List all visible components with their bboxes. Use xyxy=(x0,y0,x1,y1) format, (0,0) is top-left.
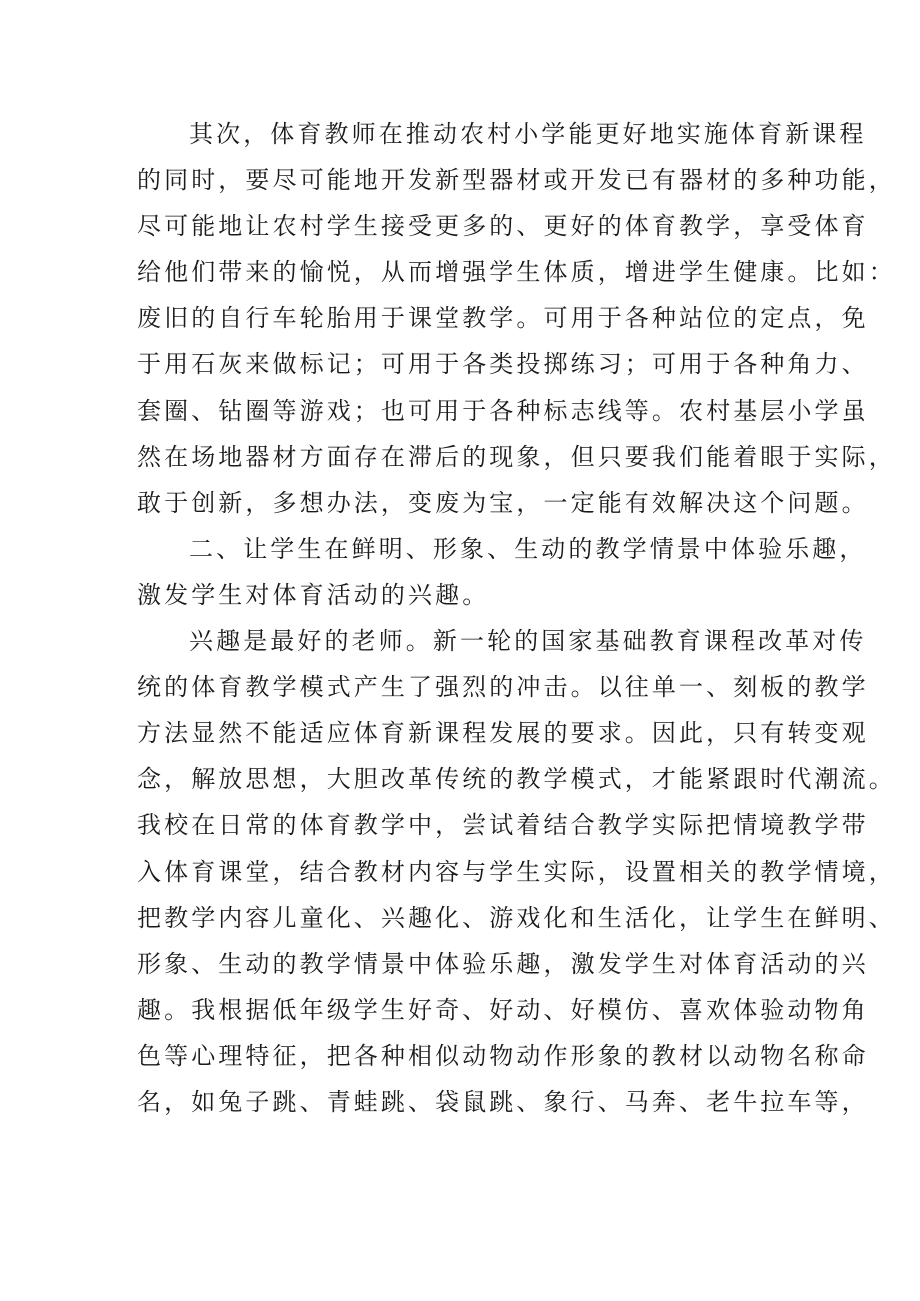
text-line: 把教学内容儿童化、兴趣化、游戏化和生活化，让学生在鲜明、 xyxy=(137,903,896,932)
text-line: 给他们带来的愉悦，从而增强学生体质，增进学生健康。比如： xyxy=(137,258,896,287)
text-line: 废旧的自行车轮胎用于课堂教学。可用于各种站位的定点，免 xyxy=(137,304,869,333)
document-body xyxy=(137,111,896,1125)
text-line: 于用石灰来做标记；可用于各类投掷练习；可用于各种角力、 xyxy=(137,350,869,379)
text-line: 敢于创新，多想办法，变废为宝，一定能有效解决这个问题。 xyxy=(137,488,869,517)
text-line: 我校在日常的体育教学中，尝试着结合教学实际把情境教学带 xyxy=(137,811,869,840)
text-line: 趣。我根据低年级学生好奇、好动、好模仿、喜欢体验动物角 xyxy=(137,995,869,1024)
text-line: 入体育课堂，结合教材内容与学生实际，设置相关的教学情境， xyxy=(137,857,896,886)
text-line: 的同时，要尽可能地开发新型器材或开发已有器材的多种功能， xyxy=(137,166,896,195)
heading-line: 激发学生对体育活动的兴趣。 xyxy=(137,580,490,609)
text-line: 念，解放思想，大胆改革传统的教学模式，才能紧跟时代潮流。 xyxy=(137,765,896,794)
heading-line: 二、让学生在鲜明、形象、生动的教学情景中体验乐趣， xyxy=(189,534,867,563)
text-line: 兴趣是最好的老师。新一轮的国家基础教育课程改革对传 xyxy=(189,627,867,656)
text-line: 其次，体育教师在推动农村小学能更好地实施体育新课程 xyxy=(189,120,867,148)
text-line: 尽可能地让农村学生接受更多的、更好的体育教学，享受体育 xyxy=(137,212,869,241)
text-line: 形象、生动的教学情景中体验乐趣，激发学生对体育活动的兴 xyxy=(137,949,869,978)
text-line: 名，如兔子跳、青蛙跳、袋鼠跳、象行、马奔、老牛拉车等， xyxy=(137,1087,869,1116)
text-line: 方法显然不能适应体育新课程发展的要求。因此，只有转变观 xyxy=(137,719,869,748)
paragraph xyxy=(137,618,896,1125)
text-line: 色等心理特征，把各种相似动物动作形象的教材以动物名称命 xyxy=(137,1041,869,1070)
text-line: 然在场地器材方面存在滞后的现象，但只要我们能着眼于实际， xyxy=(137,442,896,471)
section-heading xyxy=(137,526,867,618)
paragraph xyxy=(137,111,896,526)
text-line: 套圈、钻圈等游戏；也可用于各种标志线等。农村基层小学虽 xyxy=(137,396,869,425)
text-line: 统的体育教学模式产生了强烈的冲击。以往单一、刻板的教学 xyxy=(137,673,869,702)
